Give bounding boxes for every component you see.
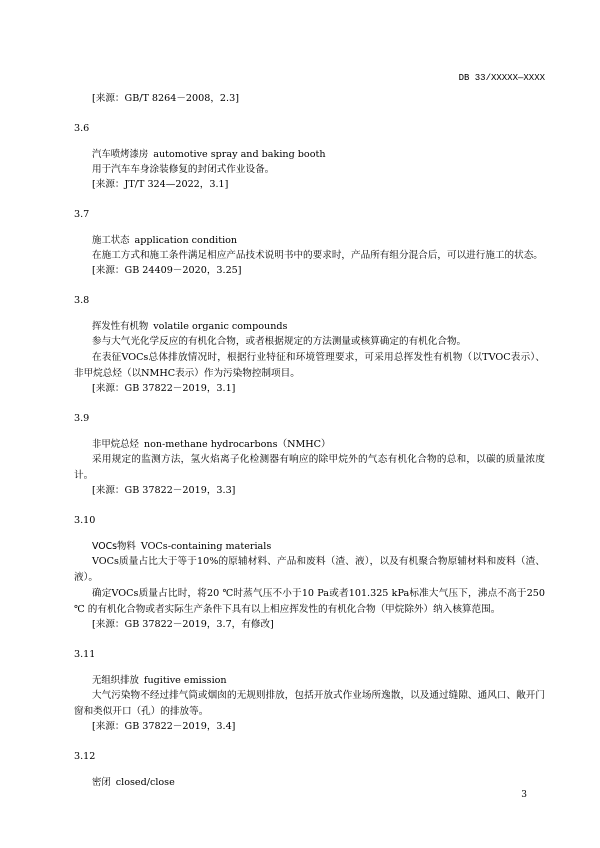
term-chinese: 密闭 <box>92 777 111 788</box>
term-heading <box>74 320 545 334</box>
term-chinese: 挥发性有机物 <box>92 321 149 332</box>
term-heading <box>74 148 545 162</box>
term-entry <box>74 208 545 278</box>
definition-text: 确定VOCs质量占比时，将20 ℃时蒸气压不小于10 Pa或者101.325 kPa标准大气压下，沸点不高于250 ℃ 的有机化合物或者实际生产条件下具有以上相应挥发性的有机化合物（甲烷除外）纳入核算范围。 <box>74 588 545 615</box>
source-reference: [来源：GB 37822－2019，3.1] <box>92 383 236 394</box>
term-english: closed/close <box>115 777 175 788</box>
clause-number: 3.9 <box>74 413 90 424</box>
clause-number: 3.12 <box>74 751 96 762</box>
document-code: DB 33/XXXXX—XXXX <box>458 73 545 83</box>
definition-text: 用于汽车车身涂装修复的封闭式作业设备。 <box>92 164 275 175</box>
clause-number: 3.10 <box>74 515 96 526</box>
source-reference: [来源：GB 37822－2019，3.7，有修改] <box>92 619 274 630</box>
term-entries <box>74 122 545 790</box>
term-english: VOCs-containing materials <box>140 541 272 552</box>
term-heading <box>74 234 545 248</box>
term-english: application condition <box>134 235 238 246</box>
definitions-content <box>74 92 545 790</box>
clause-number: 3.11 <box>74 649 96 660</box>
term-chinese: 无组织排放 <box>92 675 139 686</box>
term-chinese: VOCs物料 <box>92 541 136 552</box>
term-entry <box>74 122 545 192</box>
term-english: non-methane hydrocarbons（NMHC） <box>143 439 331 450</box>
source-reference: [来源：GB 37822－2019，3.4] <box>92 721 236 732</box>
source-reference: [来源：GB/T 8264－2008，2.3] <box>92 93 239 104</box>
page-number: 3 <box>521 790 527 800</box>
term-english: fugitive emission <box>143 675 227 686</box>
definition-text: 参与大气光化学反应的有机化合物，或者根据规定的方法测量或核算确定的有机化合物。 <box>92 336 467 347</box>
term-heading <box>74 438 545 452</box>
term-heading <box>74 540 545 554</box>
source-reference: [来源：GB 37822－2019，3.3] <box>92 485 236 496</box>
term-chinese: 施工状态 <box>92 235 130 246</box>
term-entry <box>74 412 545 498</box>
clause-number: 3.8 <box>74 295 90 306</box>
term-english: volatile organic compounds <box>153 321 288 332</box>
definition-text: 在施工方式和施工条件满足相应产品技术说明书中的要求时，产品所有组分混合后，可以进行施工的状态。 <box>92 250 543 261</box>
term-chinese: 汽车喷烤漆房 <box>92 149 149 160</box>
term-english: automotive spray and baking booth <box>153 149 326 160</box>
term-heading <box>74 776 545 790</box>
term-entry <box>74 294 545 396</box>
term-entry <box>74 750 545 790</box>
source-reference: [来源：GB 24409－2020，3.25] <box>92 265 242 276</box>
clause-number: 3.7 <box>74 209 90 220</box>
term-entry <box>74 648 545 734</box>
definition-text: 采用规定的监测方法，氢火焰离子化检测器有响应的除甲烷外的气态有机化合物的总和，以碳的质量浓度计。 <box>74 454 545 481</box>
clause-number: 3.6 <box>74 123 90 134</box>
definition-text: 大气污染物不经过排气筒或烟囱的无规则排放，包括开放式作业场所逸散，以及通过缝隙、通风口、敞开门窗和类似开口（孔）的排放等。 <box>74 690 545 717</box>
term-chinese: 非甲烷总烃 <box>92 439 139 450</box>
source-reference: [来源：JT/T 324—2022，3.1] <box>92 179 229 190</box>
definition-text: 在表征VOCs总体排放情况时，根据行业特征和环境管理要求，可采用总挥发性有机物（以TVOC表示）、非甲烷总烃（以NMHC表示）作为污染物控制项目。 <box>74 352 545 379</box>
definition-text: VOCs质量占比大于等于10%的原辅材料、产品和废料（渣、液），以及有机聚合物原辅材料和废料（渣、液）。 <box>74 556 545 583</box>
term-entry <box>74 514 545 632</box>
term-heading <box>74 674 545 688</box>
